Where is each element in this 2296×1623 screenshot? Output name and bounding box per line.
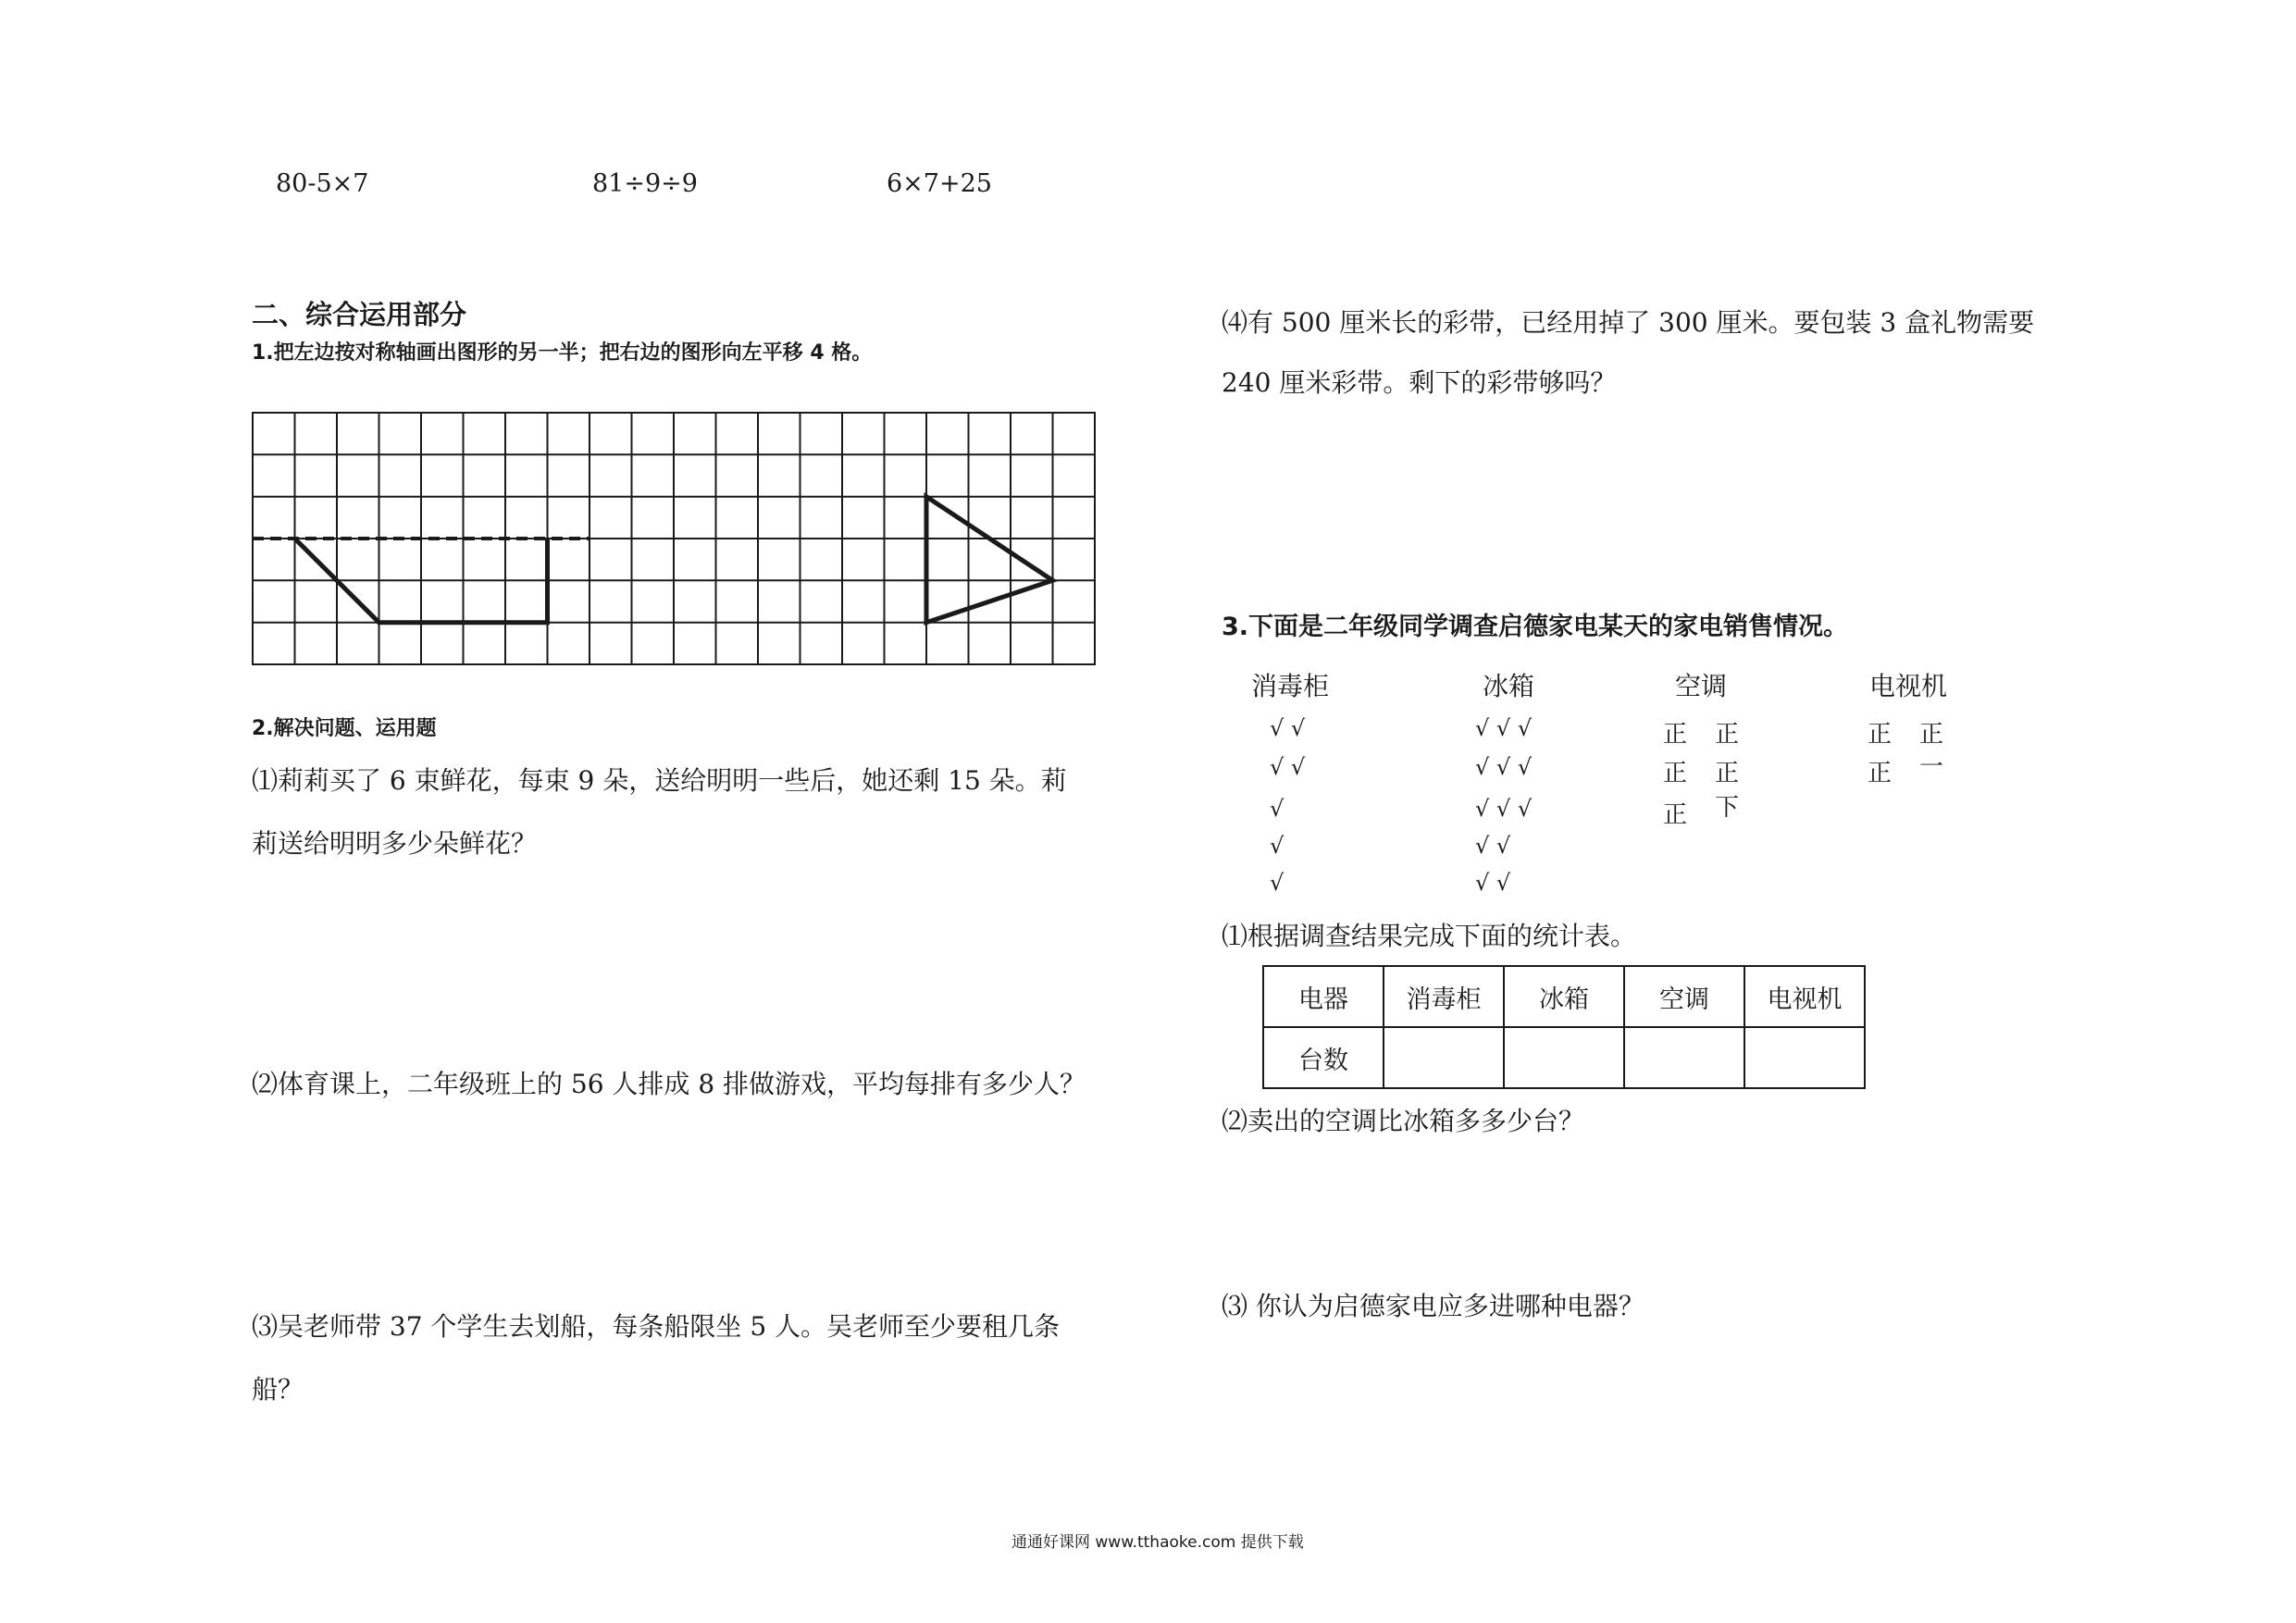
sterilizer-tick-row-1: √ √ xyxy=(1270,715,1306,741)
table-cell: 冰箱 xyxy=(1504,966,1624,1027)
survey-header-ac: 空调 xyxy=(1675,671,1728,701)
table-row xyxy=(1263,1027,1865,1088)
fridge-tick-row-5: √ √ xyxy=(1475,870,1511,896)
q2-title: 2.解决问题、运用题 xyxy=(252,717,437,740)
sterilizer-tick-row-4: √ xyxy=(1270,833,1285,859)
answer-cell-tv[interactable] xyxy=(1744,1027,1865,1088)
survey-header-tv: 电视机 xyxy=(1869,671,1948,701)
grid-figure xyxy=(250,410,1098,669)
fridge-tick-row-2: √ √ √ xyxy=(1475,754,1533,780)
calc-item-1: 80-5×7 xyxy=(276,169,369,198)
problem-4-line-1: ⑷有 500 厘米长的彩带，已经用掉了 300 厘米。要包装 3 盒礼物需要 xyxy=(1222,307,2035,338)
ac-tally-4: 正 xyxy=(1715,760,1740,787)
survey-header-fridge: 冰箱 xyxy=(1483,671,1535,701)
table-cell: 消毒柜 xyxy=(1384,966,1504,1027)
ac-tally-3: 正 xyxy=(1663,760,1688,787)
q3-sub-2: ⑵卖出的空调比冰箱多多少台？ xyxy=(1222,1106,1585,1136)
sterilizer-tick-row-5: √ xyxy=(1270,870,1285,896)
survey-header-sterilizer: 消毒柜 xyxy=(1251,671,1330,701)
ac-tally-1: 正 xyxy=(1663,721,1688,749)
ac-tally-2: 正 xyxy=(1715,721,1740,749)
fridge-tick-row-1: √ √ √ xyxy=(1475,715,1533,741)
footer-text: 通通好课网 www.tthaoke.com 提供下载 xyxy=(1011,1533,1304,1552)
table-cell: 空调 xyxy=(1624,966,1744,1027)
sterilizer-tick-row-3: √ xyxy=(1270,796,1285,822)
sterilizer-tick-row-2: √ √ xyxy=(1270,754,1306,780)
answer-cell-fridge[interactable] xyxy=(1504,1027,1624,1088)
problem-4-line-2: 240 厘米彩带。剩下的彩带够吗？ xyxy=(1222,367,1617,398)
q3-title: 3.下面是二年级同学调查启德家电某天的家电销售情况。 xyxy=(1222,613,1849,641)
q3-sub-3: ⑶ 你认为启德家电应多进哪种电器？ xyxy=(1222,1291,1644,1321)
problem-1-line-1: ⑴莉莉买了 6 束鲜花，每束 9 朵，送给明明一些后，她还剩 15 朵。莉 xyxy=(252,765,1067,796)
fridge-tick-row-3: √ √ √ xyxy=(1475,796,1533,822)
fridge-tick-row-4: √ √ xyxy=(1475,833,1511,859)
calc-item-3: 6×7+25 xyxy=(887,169,992,198)
q1-title: 1.把左边按对称轴画出图形的另一半；把右边的图形向左平移 4 格。 xyxy=(252,341,873,365)
tv-tally-4: 一 xyxy=(1919,753,1944,781)
tv-tally-1: 正 xyxy=(1868,721,1893,749)
q3-sub-1: ⑴根据调查结果完成下面的统计表。 xyxy=(1222,921,1637,951)
statistics-table xyxy=(1262,965,1866,1089)
ac-tally-6: 下 xyxy=(1715,794,1740,822)
problem-3-line-1: ⑶吴老师带 37 个学生去划船，每条船限坐 5 人。吴老师至少要租几条 xyxy=(252,1311,1061,1342)
table-cell: 电器 xyxy=(1263,966,1384,1027)
answer-cell-ac[interactable] xyxy=(1624,1027,1744,1088)
right-triangle-figure xyxy=(926,497,1053,623)
problem-2: ⑵体育课上，二年级班上的 56 人排成 8 排做游戏，平均每排有多少人？ xyxy=(252,1069,1086,1099)
calc-item-2: 81÷9÷9 xyxy=(592,169,698,198)
table-row xyxy=(1263,966,1865,1027)
tv-tally-2: 正 xyxy=(1919,721,1944,749)
ac-tally-5: 正 xyxy=(1663,801,1688,829)
problem-1-line-2: 莉送给明明多少朵鲜花？ xyxy=(252,828,538,859)
section-title: 二、综合运用部分 xyxy=(252,299,467,330)
answer-cell-sterilizer[interactable] xyxy=(1384,1027,1504,1088)
tv-tally-3: 正 xyxy=(1868,760,1893,787)
table-cell: 电视机 xyxy=(1744,966,1865,1027)
table-cell: 台数 xyxy=(1263,1027,1384,1088)
problem-3-line-2: 船？ xyxy=(252,1374,304,1405)
